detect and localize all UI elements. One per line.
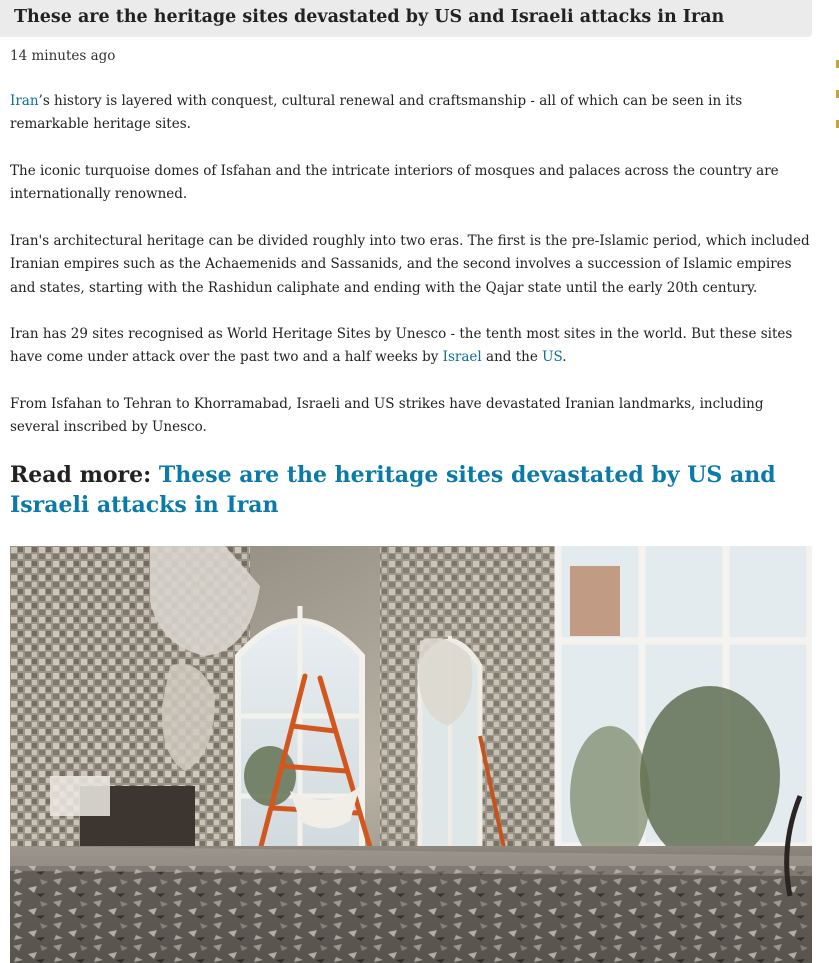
paragraph-1-text: ’s history is layered with conquest, cultural renewal and craftsmanship - all of which can be seen in its remarkable heritage sites.	[10, 93, 743, 133]
paragraph-4-end: .	[562, 349, 567, 366]
link-israel[interactable]: Israel	[442, 349, 482, 366]
paragraph-2: The iconic turquoise domes of Isfahan and the intricate interiors of mosques and palaces across the country are internationally renowned.	[10, 163, 779, 203]
read-more-link[interactable]: These are the heritage sites devastated by US and Israeli attacks in Iran	[10, 462, 776, 518]
article-photo	[10, 546, 812, 963]
paragraph-5: From Isfahan to Tehran to Khorramabad, Israeli and US strikes have devastated Iranian landmarks, including several inscribed by Unesco.	[10, 396, 764, 436]
paragraph-1	[10, 90, 810, 137]
page-title: These are the heritage sites devastated by US and Israeli attacks in Iran	[14, 7, 725, 27]
link-iran[interactable]: Iran	[10, 93, 39, 109]
read-more-heading	[10, 460, 810, 520]
paragraph-3: Iran's architectural heritage can be divided roughly into two eras. The first is the pre-Islamic period, which included Iranian empires such as the Achaemenids and Sassanids, and the second involves a succession of Islamic empires and states, starting with the Rashidun caliphate and ending with the Qajar state until the early 20th century.	[10, 233, 810, 296]
timestamp: 14 minutes ago	[10, 48, 116, 64]
paragraph-4	[10, 323, 810, 370]
read-more-label: Read more:	[10, 462, 159, 488]
paragraph-4-text: Iran has 29 sites recognised as World Heritage Sites by Unesco - the tenth most sites in the world. But these sites have come under attack over the past two and a half weeks by	[10, 326, 793, 366]
edge-marks	[835, 40, 839, 140]
link-us[interactable]: US	[542, 349, 563, 366]
paragraph-4-mid: and the	[481, 349, 543, 366]
headline-bar	[0, 0, 812, 37]
damaged-palace-interior-image	[10, 546, 812, 963]
